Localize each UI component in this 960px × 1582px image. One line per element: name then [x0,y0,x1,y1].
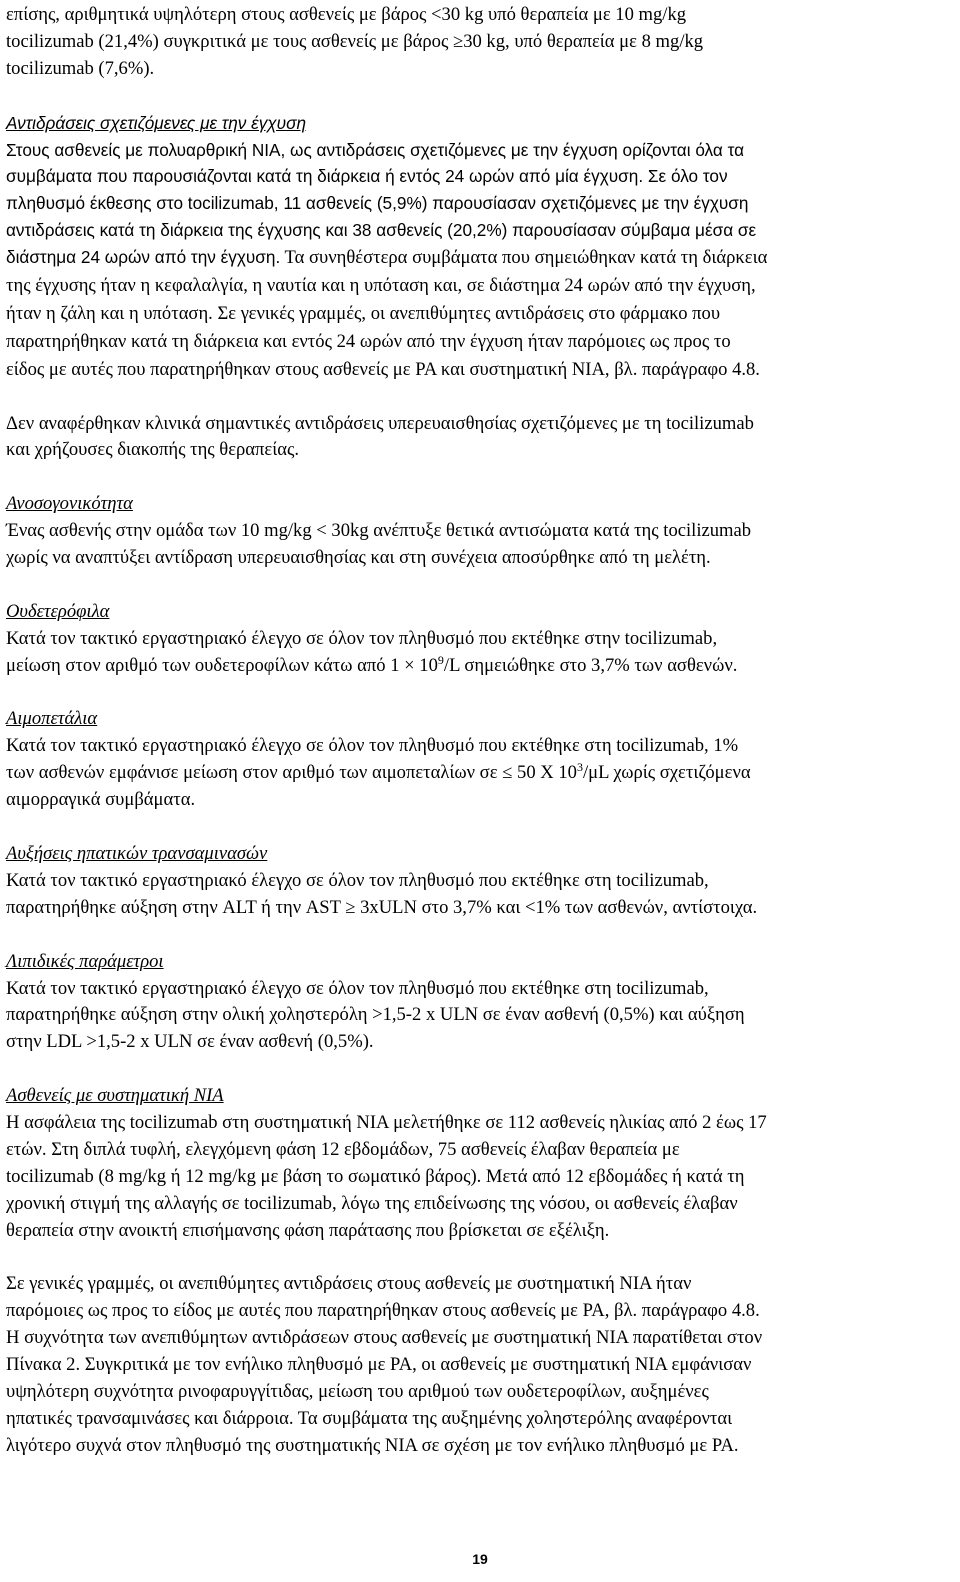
greater-equal-symbol: ≥ [345,896,356,918]
text-line: θεραπεία στην ανοικτή επισήμανσης φάση παράτασης που βρίσκεται σε εξέλιξη. [6,1219,610,1241]
text-line: /μL χωρίς σχετιζόμενα [582,762,751,784]
text-line: Στους ασθενείς με πολυαρθρική NIA, ως αντιδράσεις σχετιζόμενες με την έγχυση ορίζονται όλα τα [6,139,745,160]
text-line: Η συχνότητα των ανεπιθύμητων αντιδράσεων στους ασθενείς με συστηματική NIA παρατίθεται στον [6,1327,763,1349]
section-heading-platelets: Αιμοπετάλια [6,708,98,730]
paragraph-sjia-summary [6,1271,954,1459]
text-line: Σε γενικές γραμμές, οι ανεπιθύμητες αντιδράσεις στους ασθενείς με συστηματική NIA ήταν [6,1273,692,1295]
less-equal-symbol: ≤ [502,762,513,784]
document-page [6,2,954,1460]
text-line: tocilizumab (21,4%) συγκριτικά με τους ασθενείς με βάρος ≥30 kg, υπό θεραπεία με 8 mg/kg [6,30,704,52]
section-heading-neutrophils: Ουδετερόφιλα [6,600,110,622]
text-line: Κατά τον τακτικό εργαστηριακό έλεγχο σε όλον τον πληθυσμό που εκτέθηκε στη tocilizumab, 1% [6,735,739,757]
text-line: Κατά τον τακτικό εργαστηριακό έλεγχο σε όλον τον πληθυσμό που εκτέθηκε στην tocilizumab, [6,627,718,649]
text-line: Ένας ασθενής στην ομάδα των 10 mg/kg < 30kg ανέπτυξε θετικά αντισώματα κατά της tocilizumab [6,520,752,542]
text-line: συμβάματα που παρουσιάζονται κατά τη διάρκεια ή εντός 24 ωρών από μία έγχυση. Σε όλο τον [6,166,728,187]
section-heading-immunogenicity: Ανοσογονικότητα [6,493,133,515]
page-number: 19 [472,1551,488,1567]
text-line: διάστημα 24 ωρών από την έγχυση. [6,247,281,268]
text-line: ετών. Στη διπλά τυφλή, ελεγχόμενη φάση 12 εβδομάδων, 75 ασθενείς έλαβαν θεραπεία με [6,1138,680,1160]
section-heading-transaminases: Αυξήσεις ηπατικών τρανσαμινασών [6,843,268,864]
section-sjia [6,1083,954,1244]
text-line: tocilizumab (7,6%). [6,57,155,79]
section-heading-sjia: Ασθενείς με συστηματική NIA [6,1085,224,1107]
text-line: /L σημειώθηκε στο 3,7% των ασθενών. [443,654,738,676]
text-line: αιμορραγικά συμβάματα. [6,789,196,811]
text-line: Δεν αναφέρθηκαν κλινικά σημαντικές αντιδράσεις υπερευαισθησίας σχετιζόμενες με τη tocilizumab [6,412,754,434]
section-infusion [6,110,954,384]
superscript: 3 [576,760,583,775]
text-line: υψηλότερη συχνότητα ρινοφαρυγγίτιδας, μείωση του αριθμού των ουδετεροφίλων, αυξημένες [6,1381,709,1403]
section-lipids [6,949,954,1057]
text-line: παρατηρήθηκε αύξηση στην ολική χοληστερόλη >1,5-2 x ULN σε έναν ασθενή (0,5%) και αύξηση [6,1004,745,1026]
text-line: παρόμοιες ως προς το είδος με αυτές που παρατηρήθηκαν στους ασθενείς με ΡΑ, βλ. παράγραφο 4.8. [6,1300,760,1322]
text-line: Πίνακα 2. Συγκριτικά με τον ενήλικο πληθυσμό με ΡΑ, οι ασθενείς με συστηματική NIA εμφάνισαν [6,1354,752,1376]
text-line: ηπατικές τρανσαμινάσες και διάρροια. Τα συμβάματα της αυξημένης χοληστερόλης αναφέρονται [6,1407,733,1429]
section-immunogenicity [6,491,954,572]
text-line: επίσης, αριθμητικά υψηλότερη στους ασθενείς με βάρος <30 kg υπό θεραπεία με 10 mg/kg [6,4,687,25]
text-line: Κατά τον τακτικό εργαστηριακό έλεγχο σε όλον τον πληθυσμό που εκτέθηκε στη tocilizumab, [6,869,709,891]
text-line: μείωση στον αριθμό των ουδετεροφίλων κάτω από 1 × 10 [6,654,438,676]
text-line: 3xULN στο 3,7% και <1% των ασθενών, αντίστοιχα. [355,896,758,918]
text-line: χρονική στιγμή της αλλαγής σε tocilizumab, λόγω της επιδείνωσης της νόσου, οι ασθενείς έλαβαν [6,1192,738,1214]
section-transaminases [6,841,954,922]
section-heading-infusion: Αντιδράσεις σχετιζόμενες με την έγχυση [6,112,307,133]
text-line: Τα συνηθέστερα συμβάματα που σημειώθηκαν κατά τη διάρκεια [280,247,768,269]
text-line: και χρήζουσες διακοπής της θεραπείας. [6,439,299,461]
text-line: tocilizumab (8 mg/kg ή 12 mg/kg με βάση το σωματικό βάρος). Μετά από 12 εβδομάδες ή κατά τη [6,1165,745,1187]
paragraph-continuation [6,2,954,83]
text-line: είδος με αυτές που παρατηρήθηκαν στους ασθενείς με ΡΑ και συστηματική NIA, βλ. παράγραφο 4.8. [6,358,760,380]
section-neutrophils [6,599,954,680]
text-line: Η ασφάλεια της tocilizumab στη συστηματική NIA μελετήθηκε σε 112 ασθενείς ηλικίας από 2 έως 17 [6,1112,767,1134]
section-heading-lipids: Λιπιδικές παράμετροι [6,950,164,972]
text-line: της έγχυσης ήταν η κεφαλαλγία, η ναυτία και η υπόταση και, σε διάστημα 24 ωρών από την έγχυση, [6,275,756,297]
superscript: 9 [437,652,444,667]
text-line: των ασθενών εμφάνισε μείωση στον αριθμό των αιμοπεταλίων σε [6,762,503,784]
text-line: παρατηρήθηκε αύξηση στην ALT ή την AST [6,896,346,918]
text-line: πληθυσμό έκθεσης στο tocilizumab, 11 ασθενείς (5,9%) παρουσίασαν σχετιζόμενες με την έγχυση [6,193,749,214]
text-line: στην LDL >1,5-2 x ULN σε έναν ασθενή (0,5%). [6,1031,374,1053]
text-line: 50 X 10 [512,762,577,784]
text-line: λιγότερο συχνά στον πληθυσμό της συστηματικής NIA σε σχέση με τον ενήλικο πληθυσμό με ΡΑ. [6,1434,739,1456]
text-line: Κατά τον τακτικό εργαστηριακό έλεγχο σε όλον τον πληθυσμό που εκτέθηκε στη tocilizumab, [6,977,709,999]
paragraph-hypersensitivity [6,411,954,465]
section-platelets [6,706,954,814]
text-line: ήταν η ζάλη και η υπόταση. Σε γενικές γραμμές, οι ανεπιθύμητες αντιδράσεις στο φάρμακο που [6,302,721,324]
text-line: παρατηρήθηκαν κατά τη διάρκεια και εντός 24 ωρών από την έγχυση ήταν παρόμοιες ως προς το [6,330,731,352]
text-line: χωρίς να αναπτύξει αντίδραση υπερευαισθησίας και στη συνέχεια αποσύρθηκε από τη μελέτη. [6,547,711,569]
text-line: αντιδράσεις κατά τη διάρκεια της έγχυσης και 38 ασθενείς (20,2%) παρουσίασαν σύμβαμα μέσα σε [6,220,757,241]
